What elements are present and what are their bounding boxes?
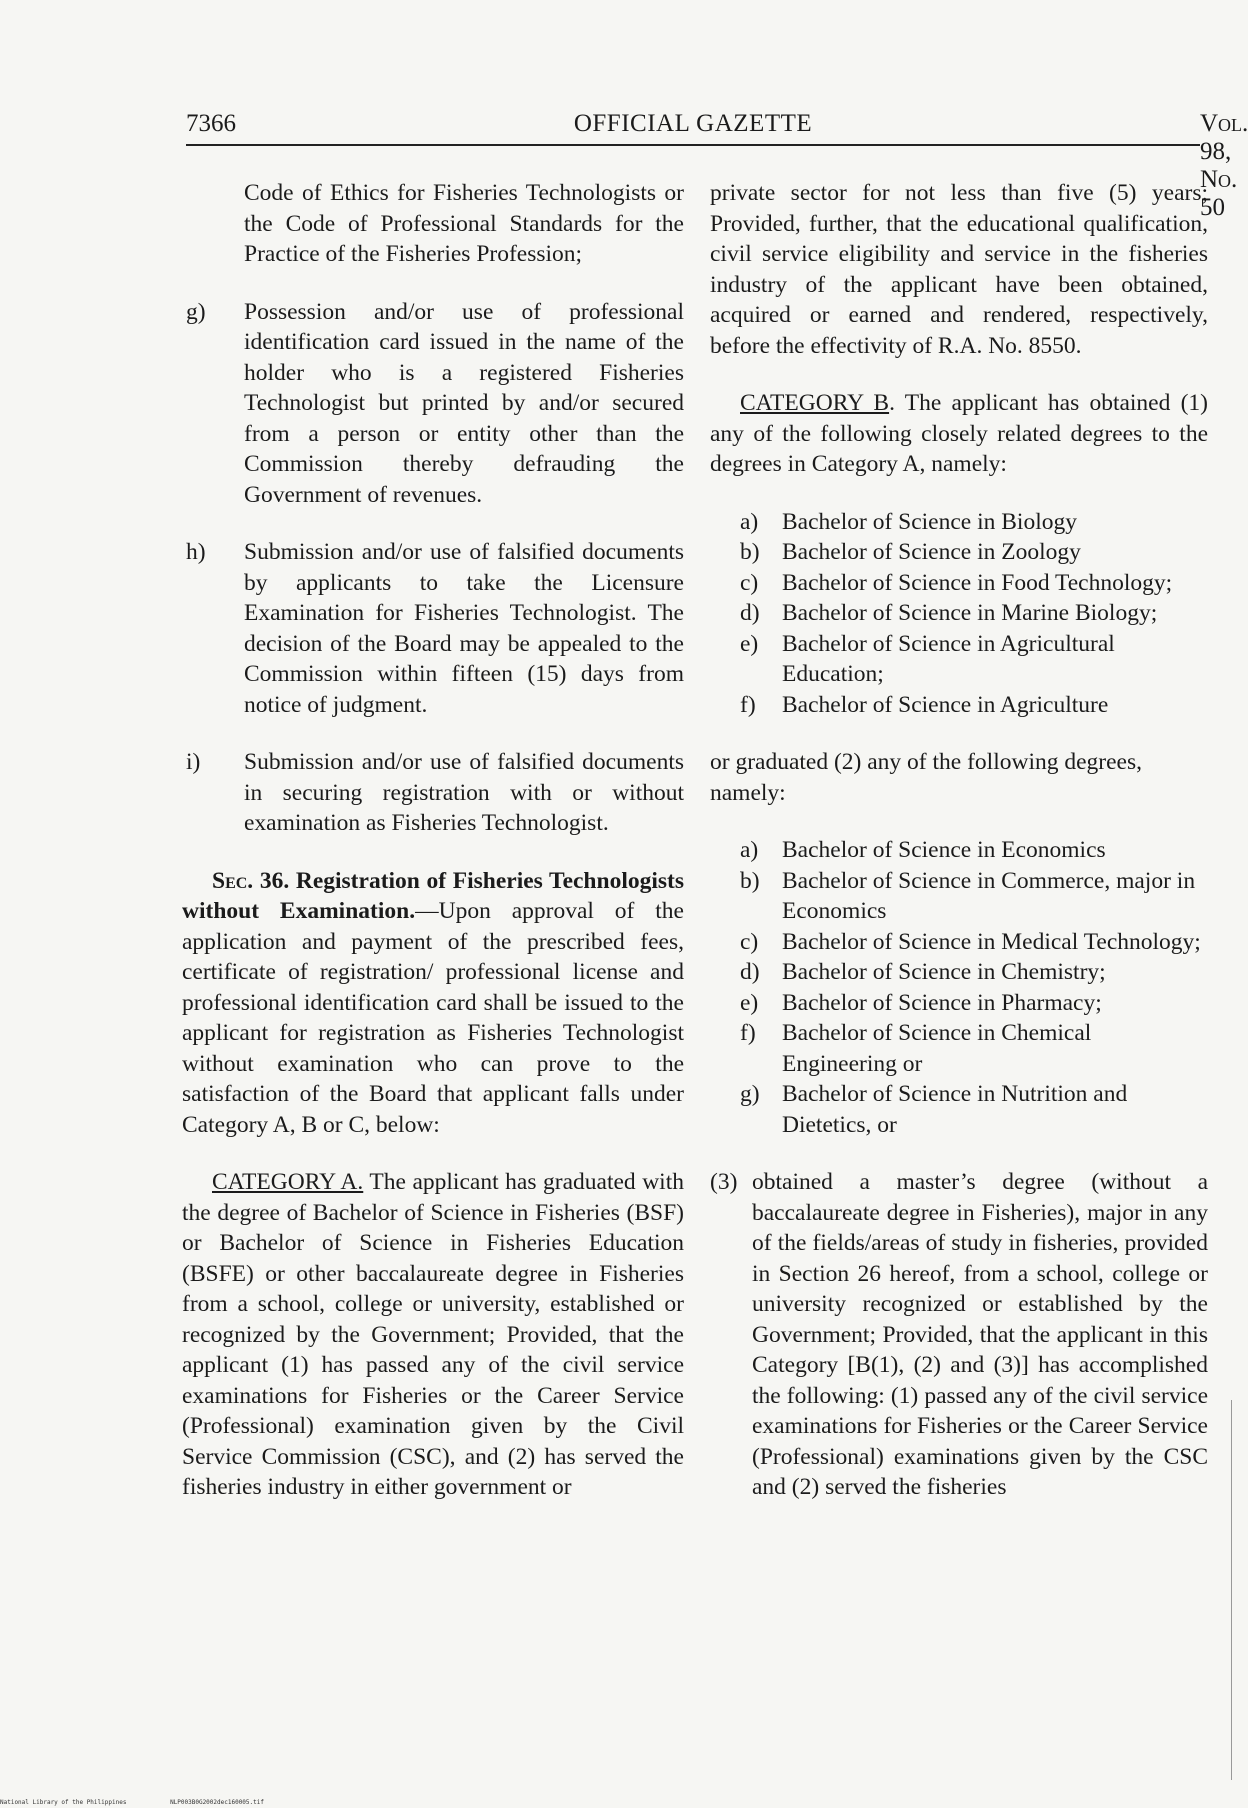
list-item-label: g) (186, 298, 206, 325)
list-item-text: Submission and/or use of falsified documents by applicants to take the Licensure Examination for Fisheries Technologist. The decision of the Board may be appealed to the Commission within fifteen (15) days from notice of judgment. (244, 539, 684, 718)
library-stamp: National Library of the Philippines (0, 1799, 127, 1806)
list-item: c) Bachelor of Science in Medical Technology; (740, 928, 1201, 955)
left-column (182, 178, 684, 1530)
scan-edge-mark (1231, 1400, 1232, 1780)
list-item: g) Bachelor of Science in Nutrition and Dietetics, or (740, 1081, 1128, 1138)
list-item: a) Bachelor of Science in Economics (740, 837, 1106, 863)
list-item-label: (3) (710, 1169, 738, 1195)
list-item-h (186, 537, 684, 720)
category-b-label: CATEGORY B (740, 390, 890, 416)
list-item: e) Bachelor of Science in Pharmacy; (740, 989, 1102, 1016)
list-item: f) Bachelor of Science in Agriculture (740, 691, 1109, 718)
list-item: c) Bachelor of Science in Food Technology; (740, 569, 1173, 596)
section-36 (182, 866, 684, 1141)
category-a-label: CATEGORY A. (212, 1169, 364, 1195)
category-b (710, 388, 1208, 480)
section-body: —Upon approval of the application and payment of the prescribed fees, certificate of registration/ professional license and professional identification card shall be issued to the applicant for registration as Fisheries Technologist without examination who can prove to the satisfaction of the Board that applicant falls under Category A, B or C, below: (182, 898, 684, 1138)
list-item: a) Bachelor of Science in Biology (740, 508, 1077, 535)
degree-list-2 (740, 835, 1208, 1140)
right-column (710, 178, 1208, 1530)
list-item-g (186, 297, 684, 511)
list-item: b) Bachelor of Science in Zoology (740, 539, 1081, 565)
list-item-text: obtained a master’s degree (without a baccalaureate degree in Fisheries), major in any of the fields/areas of study in fisheries, provided in Section 26 hereof, from a school, college or university recognized or established by the Government; Provided, that the applicant in this Category [B(1), (2) and (3)] has accomplished the following: (1) passed any of the civil service examinations for Fisheries or the Career Service (Professional) examinations given by the CSC and (2) served the fisheries (752, 1169, 1208, 1500)
scan-footer (0, 1799, 400, 1806)
list-item: d) Bachelor of Science in Marine Biology; (740, 600, 1158, 626)
category-a-text: The applicant has graduated with the degree of Bachelor of Science in Fisheries (BSF) or Bachelor of Science in Fisheries Education (BSFE) or other baccalaureate degree in Fisheries from a school, college or university, established or recognized by the Government; Provided, that the applicant (1) has passed any of the civil service examinations for Fisheries or the Career Service (Professional) examination given by the Civil Service Commission (CSC), and (2) has served the fisheries industry in either government or (182, 1169, 684, 1500)
degree-list-1 (740, 507, 1208, 721)
page-number: 7366 (186, 110, 236, 137)
file-id: NLP003B0G2002dec160005.tif (170, 1799, 264, 1806)
section-label: Sec. 36. (212, 867, 290, 894)
section-title: Registration of Fisheries Technologists without Examination. (182, 867, 684, 924)
list-item-text: Possession and/or use of professional identification card issued in the name of the holder who is a registered Fisheries Technologist but printed by and/or secured from a person or entity other than the Commission thereby defrauding the Government of revenues. (244, 298, 684, 508)
or-graduated: or graduated (2) any of the following degrees, namely: (710, 749, 1142, 806)
publication-title: OFFICIAL GAZETTE (573, 110, 813, 137)
category-a-continuation: private sector for not less than five (5) years; Provided, further, that the educational qualification, civil service eligibility and service in the fisheries industry of the applicant have been obtained, acquired or earned and rendered, respectively, before the effectivity of R.A. No. 8550. (710, 180, 1208, 359)
list-item: b) Bachelor of Science in Commerce, major in Economics (740, 867, 1196, 924)
category-b-text: . The applicant has obtained (1) any of the following closely related degrees to the degrees in Category A, namely: (710, 390, 1208, 477)
list-item: f) Bachelor of Science in Chemical Engineering or (740, 1020, 1092, 1077)
page-header: 7366 OFFICIAL GAZETTE Vol. 98, No. 50 (186, 110, 1248, 221)
list-item-label: h) (186, 539, 206, 565)
list-item-text: Submission and/or use of falsified documents in securing registration with or without examination as Fisheries Technologist. (244, 749, 684, 836)
category-a (182, 1167, 684, 1503)
list-item-label: i) (186, 749, 201, 775)
list-item: e) Bachelor of Science in Agricultural Education; (740, 630, 1115, 687)
list-item: d) Bachelor of Science in Chemistry; (740, 959, 1106, 985)
item-f-continuation: Code of Ethics for Fisheries Technologists or the Code of Professional Standards for the Practice of the Fisheries Profession; (244, 180, 684, 267)
list-item-3 (710, 1167, 1208, 1503)
list-item-i (186, 747, 684, 839)
